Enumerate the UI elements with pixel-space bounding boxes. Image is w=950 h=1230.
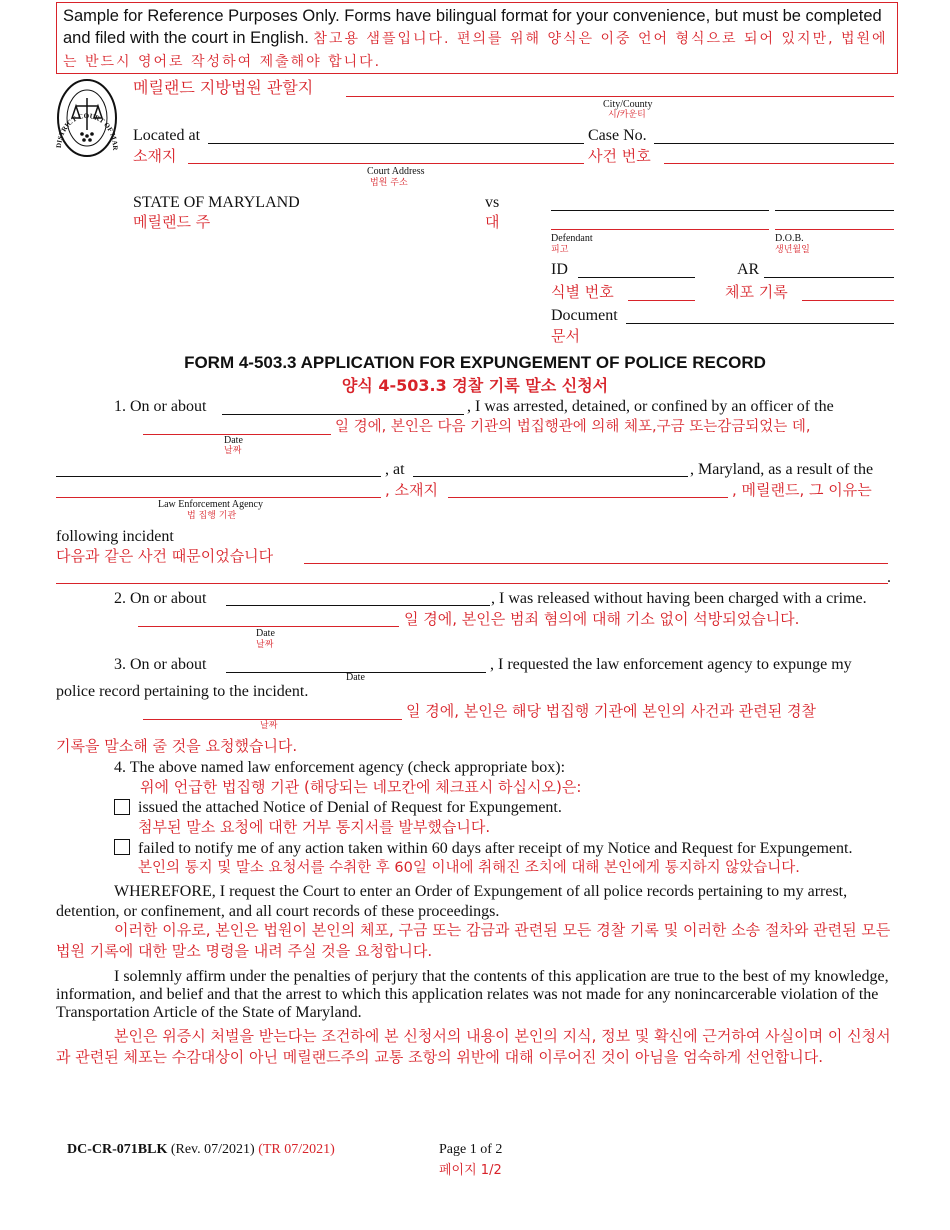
vs-label-ko: 대	[485, 213, 500, 231]
item2-date-line-ko	[138, 626, 399, 627]
no-notice-checkbox[interactable]	[114, 839, 130, 855]
wherefore-text: WHEREFORE, I request the Court to enter an Order of Expungement of all police records pertaining to my arrest, detention, or confinement, and all court records of these proceedings.	[56, 883, 848, 920]
court-name-ko: 메릴랜드 지방법원 관할지	[133, 78, 314, 97]
item2-lead: 2. On or about	[114, 590, 207, 607]
defendant-line-ko	[551, 229, 769, 230]
item2-tail-ko: 일 경에, 본인은 범죄 혐의에 대해 기소 없이 석방되었습니다.	[404, 610, 800, 628]
vs-label: vs	[485, 194, 500, 211]
item1-date-line[interactable]	[222, 414, 464, 415]
reference-notice	[56, 2, 898, 74]
ar-line-ko	[802, 300, 894, 301]
page-number-ko: 페이지 1/2	[439, 1163, 502, 1178]
item1-date-label-ko: 날짜	[224, 446, 242, 456]
item2-date-line[interactable]	[226, 605, 490, 606]
affirmation-text-ko: 본인은 위증시 처벌을 받는다는 조건하에 본 신청서의 내용이 본인의 지식, 정보 및 확신에 근거하여 사실이며 이 신청서과 관련된 체포는 수감대상이 아닌 메릴랜드주의 교통 조항의 위반에 대해 이루어진 것이 아님을 엄숙하게 선언합니다.	[56, 1027, 891, 1066]
seal-text: ISTRICT COURT OF M	[56, 111, 118, 144]
incident-period: .	[887, 569, 891, 586]
city-county-label-ko: 시/카운티	[608, 110, 646, 120]
defendant-line[interactable]	[551, 210, 769, 211]
form-title-ko: 양식 4-503.3 경찰 기록 말소 신청서	[341, 376, 609, 395]
footer-form-id	[67, 1142, 335, 1158]
following-label: following incident	[56, 528, 174, 545]
agency-label: Law Enforcement Agency	[158, 499, 263, 510]
city-county-label-en: City/County	[603, 99, 653, 110]
dob-label: D.O.B.	[775, 233, 804, 244]
ar-label-ko: 체포 기록	[725, 283, 788, 301]
notice-text-ko: 참고용 샘플입니다. 편의를 위해 양식은 이중 언어 형식으로 되어 있지만, 법원에는 반드시 영어로 작성하여 제출해야 합니다.	[63, 31, 888, 70]
form-translation-revision: (TR 07/2021)	[258, 1142, 335, 1157]
option2-label-ko: 본인의 통지 및 말소 요청서를 수취한 후 60일 이내에 취해진 조치에 대해 본인에게 통지하지 않았습니다.	[138, 860, 800, 876]
located-at-label: Located at	[133, 127, 201, 144]
form-revision: (Rev. 07/2021)	[170, 1142, 255, 1157]
item4-lead: 4. The above named law enforcement agency (check appropriate box):	[114, 759, 566, 776]
agency-label-ko: 법 집행 기관	[187, 511, 237, 521]
court-address-label-ko: 법원 주소	[370, 178, 408, 188]
ar-label: AR	[737, 261, 760, 278]
item2-tail: , I was released without having been charged with a crime.	[491, 590, 867, 607]
item1-lead: 1. On or about	[114, 398, 207, 415]
ar-line[interactable]	[764, 277, 894, 278]
id-line[interactable]	[578, 277, 695, 278]
case-no-line[interactable]	[654, 143, 894, 144]
item3-tail-ko: 일 경에, 본인은 해당 법집행 기관에 본인의 사건과 관련된 경찰	[406, 702, 816, 720]
item1-date-label: Date	[224, 435, 243, 446]
case-no-line-ko	[664, 163, 894, 164]
state-label: STATE OF MARYLAND	[133, 194, 300, 211]
incident-line-2[interactable]	[56, 583, 888, 584]
dob-label-ko: 생년월일	[775, 245, 810, 255]
item4-lead-ko: 위에 언급한 법집행 기관 (해당되는 네모칸에 체크표시 하십시오)은:	[140, 778, 582, 796]
item2-date-label: Date	[256, 628, 275, 639]
option2-label: failed to notify me of any action taken within 60 days after receipt of my Notice and Request for Expungement.	[138, 840, 853, 857]
located-at-line[interactable]	[208, 143, 584, 144]
located-at-label-ko: 소재지	[133, 147, 177, 165]
item3-cont: police record pertaining to the incident.	[56, 683, 309, 700]
item1-at: , at	[385, 461, 405, 478]
incident-line-1[interactable]	[304, 563, 888, 564]
document-label: Document	[551, 307, 618, 324]
dob-line[interactable]	[775, 210, 894, 211]
option1-label-ko: 첨부된 말소 요청에 대한 거부 통지서를 발부했습니다.	[138, 818, 491, 836]
affirmation-text: I solemnly affirm under the penalties of perjury that the contents of this application are true to the best of my knowledge, information, and belief and that the arrest to which this application relates was not made for any nonincarcerable violation of the Transportation Article of the State of Maryland.	[56, 968, 889, 1021]
item1-at-ko: , 소재지	[385, 481, 439, 499]
court-seal-icon	[56, 74, 118, 160]
city-county-line[interactable]	[346, 96, 894, 97]
document-label-ko: 문서	[551, 327, 580, 345]
document-line[interactable]	[626, 323, 894, 324]
agency-line[interactable]	[56, 476, 381, 477]
item2-date-label-ko: 날짜	[256, 640, 274, 650]
notice-text-en: Sample for Reference Purposes Only. Forms have bilingual format for your convenience, but must be completed and filed with the court in English.	[63, 7, 882, 47]
id-line-ko	[628, 300, 695, 301]
following-label-ko: 다음과 같은 사건 때문이었습니다	[56, 547, 274, 565]
case-no-label-ko: 사건 번호	[588, 147, 651, 165]
item1-maryland: , Maryland, as a result of the	[690, 461, 874, 478]
item3-date-label-ko: 날짜	[260, 721, 278, 731]
item3-lead: 3. On or about	[114, 656, 207, 673]
id-label: ID	[551, 261, 568, 278]
agency-location-line-ko	[448, 497, 728, 498]
svg-text:DISTRICT COURT OF MARYLAND	[56, 74, 118, 151]
case-no-label: Case No.	[588, 127, 647, 144]
item3-date-label: Date	[346, 672, 365, 683]
page-number: Page 1 of 2	[439, 1142, 503, 1157]
dob-line-ko	[775, 229, 894, 230]
denial-checkbox[interactable]	[114, 799, 130, 815]
court-seal	[56, 74, 118, 160]
item3-date-line-ko	[143, 719, 402, 720]
item3-tail: , I requested the law enforcement agency to expunge my	[490, 656, 852, 673]
located-at-line-ko	[188, 163, 584, 164]
form-id: DC-CR-071BLK	[67, 1142, 168, 1157]
item3-cont-ko: 기록을 말소해 줄 것을 요청했습니다.	[56, 737, 298, 755]
defendant-label: Defendant	[551, 233, 593, 244]
option1-label: issued the attached Notice of Denial of Request for Expungement.	[138, 799, 562, 816]
item1-maryland-ko: , 메릴랜드, 그 이유는	[732, 481, 872, 499]
defendant-label-ko: 피고	[551, 245, 569, 255]
agency-location-line[interactable]	[413, 476, 688, 477]
id-label-ko: 식별 번호	[551, 283, 614, 301]
state-label-ko: 메릴랜드 주	[133, 213, 211, 231]
court-address-label: Court Address	[367, 166, 425, 177]
form-title: FORM 4-503.3 APPLICATION FOR EXPUNGEMENT OF POLICE RECORD	[184, 353, 766, 372]
item1-tail: , I was arrested, detained, or confined by an officer of the	[467, 398, 834, 415]
item1-tail-ko: 일 경에, 본인은 다음 기관의 법집행관에 의해 체포,구금 또는감금되었는 데,	[335, 419, 811, 435]
wherefore-text-ko: 이러한 이유로, 본인은 법원이 본인의 체포, 구금 또는 감금과 관련된 모든 경찰 기록 및 이러한 소송 절차와 관련된 모든 법원 기록에 대한 말소 명령을 내려 주실 것을 요청합니다.	[56, 921, 891, 960]
agency-line-ko	[56, 497, 381, 498]
